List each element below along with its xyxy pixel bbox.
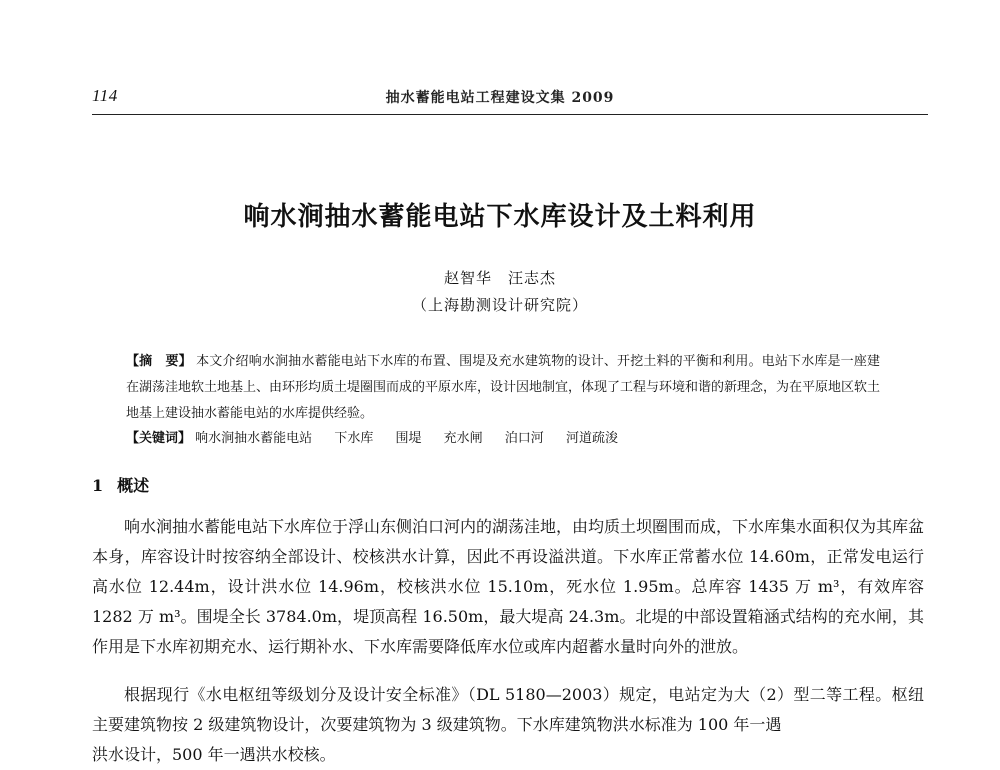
header-rule: [92, 114, 928, 115]
abstract-label: 【摘 要】: [126, 354, 192, 369]
affiliation: （上海勘测设计研究院）: [411, 296, 588, 314]
keywords-label: 【关键词】: [126, 431, 192, 446]
authors: 赵智华 汪志杰: [443, 269, 556, 287]
keyword: 围堤: [395, 431, 422, 446]
page-number: 114: [92, 86, 118, 105]
keywords: [126, 427, 880, 451]
section-number: 1: [92, 476, 104, 495]
keyword: 响水涧抽水蓄能电站: [195, 431, 313, 446]
journal-title: 抽水蓄能电站工程建设文集 2009: [385, 90, 615, 106]
paragraph: 响水涧抽水蓄能电站下水库位于浮山东侧泊口河内的湖荡洼地，由均质土坝圈围而成，下水库集水面积仅为其库盆本身，库容设计时按容纳全部设计、校核洪水计算，因此不再设溢洪道。下水库正常蓄水位 14.60m，正常发电运行高水位 12.44m，设计洪水位 14.96m，校核洪水位 15.10m，死水位 1.95m。总库容 1435 万 m³，有效库容 1282 万 m³。围堤全长 3784.0m，堤顶高程 16.50m，最大堤高 24.3m。北堤的中部设置箱涵式结构的充水闸，其作用是下水库初期充水、运行期补水、下水库需要降低库水位或库内超蓄水量时向外的泄放。: [92, 517, 925, 656]
section-heading: [92, 473, 149, 496]
keyword: 充水闸: [443, 431, 483, 446]
keyword: 泊口河: [504, 431, 544, 446]
paragraph: 根据现行《水电枢纽等级划分及设计安全标准》（DL 5180—2003）规定，电站定为大（2）型二等工程。枢纽主要建筑物按 2 级建筑物设计，次要建筑物为 3 级建筑物。下水库建筑物洪水标准为 100 年一遇: [92, 685, 924, 734]
abstract: [126, 349, 880, 427]
article-title: 响水涧抽水蓄能电站下水库设计及土料利用: [243, 202, 757, 232]
section-title: 概述: [117, 476, 150, 495]
abstract-text: 本文介绍响水涧抽水蓄能电站下水库的布置、围堤及充水建筑物的设计、开挖土料的平衡和利用。电站下水库是一座建在湖荡洼地软土地基上、由环形均质土堤圈围而成的平原水库，设计因地制宜，体现了工程与环境和谐的新理念，为在平原地区软土地基上建设抽水蓄能电站的水库提供经验。: [126, 354, 881, 421]
paragraph: 洪水设计，500 年一遇洪水校核。: [92, 745, 336, 764]
keyword: 下水库: [334, 431, 374, 446]
keyword: 河道疏浚: [565, 431, 618, 446]
